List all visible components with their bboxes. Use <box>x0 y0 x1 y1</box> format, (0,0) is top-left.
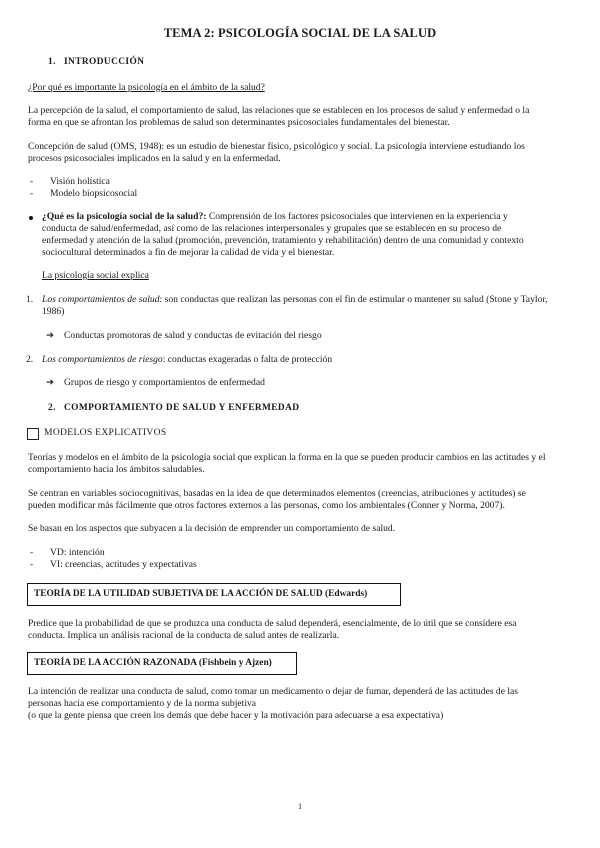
list-item: Visión holística <box>50 176 110 187</box>
list-item: VD: intención <box>50 547 105 558</box>
paragraph-line: Predice que la probabilidad de que se produzca una conducta de salud dependerá, esencialmente, de lo útil que se considere esa <box>28 618 517 629</box>
arrow-item: Conductas promotoras de salud y conductas de evitación del riesgo <box>64 330 322 341</box>
theory-title: TEORÍA DE LA ACCIÓN RAZONADA (Fishbein y Ajzen) <box>34 658 272 668</box>
models-heading: MODELOS EXPLICATIVOS <box>44 427 167 438</box>
numbered-item-text: : son conductas que realizan las personas con el fin de estimular o mantener su salud (Stone y Taylor, <box>159 294 548 305</box>
list-item: Modelo biopsicosocial <box>50 188 138 199</box>
numbered-marker: 1. <box>26 294 34 305</box>
paragraph-line: La intención de realizar una conducta de salud, como tomar un medicamento o dejar de fumar, dependerá de las actitudes de las <box>28 686 519 697</box>
bullet-dot <box>29 216 33 220</box>
numbered-marker: 2. <box>26 354 34 365</box>
paragraph-line: Se basan en los aspectos que subyacen a la decisión de emprender un comportamiento de salud. <box>28 523 396 534</box>
definition-text: Comprensión de los factores psicosociales que intervienen en la experiencia y <box>206 211 508 222</box>
paragraph-line: conducta. Implica un análisis racional de la conducta de salud antes de realizarla. <box>28 630 340 641</box>
theory-box-edwards <box>27 583 401 606</box>
theory-title: TEORÍA DE LA UTILIDAD SUBJETIVA DE LA ACCIÓN DE SALUD (Edwards) <box>34 589 368 599</box>
subheading-explica: La psicología social explica <box>42 270 149 281</box>
paragraph-line: Se centran en variables sociocognitivas, basadas en la idea de que determinados elementos (creencias, atribuciones y actitudes) se <box>28 488 526 499</box>
theory-box-fishbein-ajzen <box>27 652 297 675</box>
page-title: TEMA 2: PSICOLOGÍA SOCIAL DE LA SALUD <box>163 26 437 40</box>
definition-line: enfermedad y atención de la salud (promoción, prevención, tratamiento y rehabilitación) dentro de una comunidad y contexto <box>42 235 524 246</box>
paragraph-line: comportamiento hacia los ámbitos saludables. <box>28 464 205 475</box>
numbered-item-text: : conductas exageradas o falta de protección <box>162 354 333 365</box>
paragraph-line: procesos psicosociales implicados en la salud y en la enfermedad. <box>28 153 281 164</box>
paragraph-line: personas hacia ese comportamiento y de la norma subjetiva <box>28 698 257 709</box>
paragraph-line: La percepción de la salud, el comportamiento de salud, las relaciones que se establecen en los procesos de salud y enfermedad o la <box>28 105 530 116</box>
list-marker: - <box>30 559 34 570</box>
section-1-number: 1. <box>48 57 56 67</box>
definition-line: sociocultural determinados a fin de mejorar la calidad de vida y el bienestar. <box>42 247 335 258</box>
arrow-icon: ➔ <box>46 330 55 341</box>
arrow-item: Grupos de riesgo y comportamientos de enfermedad <box>64 377 265 388</box>
numbered-item <box>42 354 332 366</box>
section-2-number: 2. <box>48 403 56 413</box>
paragraph-line: pueden modificar más fácilmente que otros factores externos a las personas, como los ambientales (Conner y Norma, 2007). <box>28 500 505 511</box>
section-1-heading: INTRODUCCIÓN <box>64 57 145 67</box>
list-marker: - <box>30 547 34 558</box>
paragraph-line: Concepción de salud (OMS, 1948): es un estudio de bienestar físico, psicológico y social. La psicología interviene estudiando los <box>28 141 525 152</box>
question-importance: ¿Por qué es importante la psicología en el ámbito de la salud? <box>28 82 265 93</box>
numbered-item-continuation: 1986) <box>42 306 65 317</box>
definition-line <box>42 211 508 223</box>
section-2-heading: COMPORTAMIENTO DE SALUD Y ENFERMEDAD <box>64 403 300 413</box>
paragraph-line: (o que la gente piensa que creen los demás que debe hacer y la motivación para adecuarse a esa expectativa) <box>28 710 444 721</box>
arrow-icon: ➔ <box>46 377 55 388</box>
checkbox-icon <box>27 428 39 440</box>
numbered-item <box>42 294 548 306</box>
list-marker: - <box>30 176 34 187</box>
numbered-item-term: Los comportamientos de salud <box>42 294 160 305</box>
paragraph-line: forma en que se afrontan los problemas de salud son determinantes psicosociales fundamentales del bienestar. <box>28 117 450 128</box>
paragraph-line: Teorías y modelos en el ámbito de la psicología social que explican la forma en la que se pueden producir cambios en las actitudes y el <box>28 452 546 463</box>
definition-term: ¿Qué es la psicología social de la salud?: <box>42 211 207 222</box>
page-number: 1 <box>298 802 302 811</box>
definition-line: conducta de salud/enfermedad, así como de las relaciones interpersonales y grupales que se establecen en su proceso de <box>42 223 502 234</box>
list-marker: - <box>30 188 34 199</box>
numbered-item-term: Los comportamientos de riesgo <box>42 354 163 365</box>
list-item: VI: creencias, actitudes y expectativas <box>50 559 197 570</box>
